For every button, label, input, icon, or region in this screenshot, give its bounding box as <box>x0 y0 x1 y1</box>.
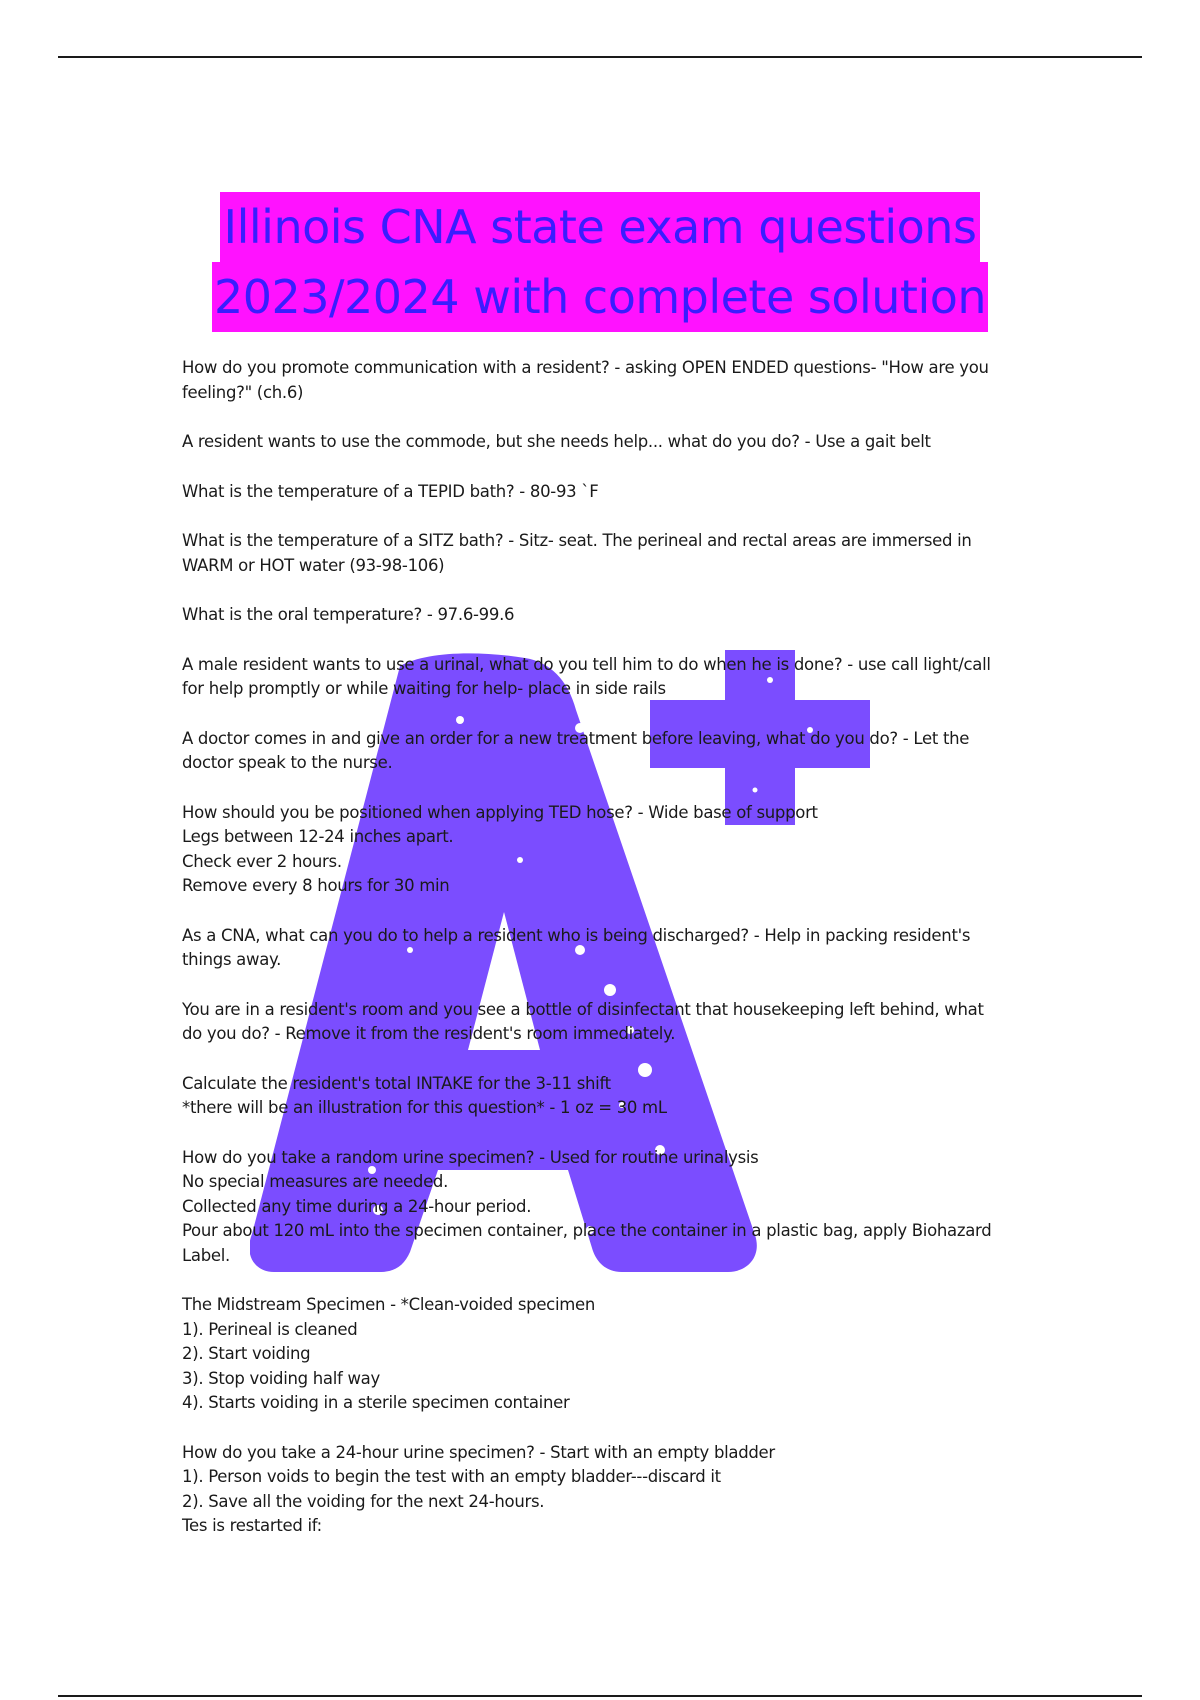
qa-content <box>182 356 1022 1564</box>
text-line: 1). Perineal is cleaned <box>182 1319 358 1339</box>
qa-item-commode <box>182 430 1022 455</box>
text-line: Label. <box>182 1245 230 1265</box>
text-line: doctor speak to the nurse. <box>182 753 393 772</box>
text-line: No special measures are needed. <box>182 1172 449 1191</box>
text-line: How do you take a 24-hour urine specimen? - Start with an empty bladder <box>182 1442 775 1462</box>
qa-item-midstream <box>182 1293 1022 1416</box>
text-line: 4). Starts voiding in a sterile specimen container <box>182 1393 570 1412</box>
qa-item-random-urine <box>182 1146 1022 1269</box>
document-title <box>0 192 1200 332</box>
text-line: Calculate the resident's total INTAKE for the 3-11 shift <box>182 1073 611 1093</box>
text-line: How do you promote communication with a resident? - asking OPEN ENDED questions- "How are you <box>182 358 989 377</box>
text-line: 2). Start voiding <box>182 1344 311 1363</box>
text-line: What is the oral temperature? - 97.6-99.6 <box>182 605 515 624</box>
qa-item-discharge <box>182 924 1022 973</box>
qa-item-tepid-bath <box>182 480 1022 505</box>
text-line: You are in a resident's room and you see a bottle of disinfectant that housekeeping left behind, what <box>182 999 984 1019</box>
text-line: How do you take a random urine specimen? - Used for routine urinalysis <box>182 1147 759 1167</box>
text-line: A male resident wants to use a urinal, what do you tell him to do when he is done? - use call light/call <box>182 654 991 674</box>
text-line: Tes is restarted if: <box>182 1516 322 1535</box>
text-line: 3). Stop voiding half way <box>182 1368 380 1388</box>
text-line: for help promptly or while waiting for help- place in side rails <box>182 679 666 698</box>
text-line: What is the temperature of a TEPID bath? - 80-93 `F <box>182 481 599 501</box>
qa-item-sitz-bath <box>182 529 1022 578</box>
qa-item-oral-temperature <box>182 603 1022 628</box>
text-line: *there will be an illustration for this question* - 1 oz = 30 mL <box>182 1098 667 1117</box>
text-line: As a CNA, what can you do to help a resident who is being discharged? - Help in packing resident's <box>182 925 971 945</box>
qa-item-disinfectant <box>182 998 1022 1047</box>
text-line: How should you be positioned when applying TED hose? - Wide base of support <box>182 802 818 822</box>
qa-item-communication <box>182 356 1022 405</box>
top-rule <box>58 56 1142 58</box>
text-line: things away. <box>182 950 282 969</box>
bottom-rule <box>58 1695 1142 1697</box>
qa-item-ted-hose <box>182 801 1022 899</box>
text-line: Collected any time during a 24-hour period. <box>182 1196 532 1216</box>
text-line: Legs between 12-24 inches apart. <box>182 827 454 846</box>
title-line-1: Illinois CNA state exam questions <box>220 192 981 262</box>
title-line-2: 2023/2024 with complete solution <box>212 262 988 332</box>
text-line: Pour about 120 mL into the specimen container, place the container in a plastic bag, apply Biohazard <box>182 1221 992 1240</box>
qa-item-doctor-order <box>182 727 1022 776</box>
text-line: do you do? - Remove it from the resident's room immediately. <box>182 1024 676 1043</box>
qa-item-urinal <box>182 653 1022 702</box>
text-line: 1). Person voids to begin the test with an empty bladder---discard it <box>182 1467 721 1486</box>
text-line: Remove every 8 hours for 30 min <box>182 876 450 895</box>
text-line: feeling?" (ch.6) <box>182 382 304 402</box>
text-line: Check ever 2 hours. <box>182 851 342 871</box>
qa-item-24-hour-urine <box>182 1441 1022 1539</box>
text-line: What is the temperature of a SITZ bath? - Sitz- seat. The perineal and rectal areas are immersed in <box>182 531 972 550</box>
text-line: A doctor comes in and give an order for a new treatment before leaving, what do you do? - Let the <box>182 728 970 748</box>
text-line: 2). Save all the voiding for the next 24-hours. <box>182 1491 545 1511</box>
text-line: A resident wants to use the commode, but she needs help... what do you do? - Use a gait belt <box>182 432 931 451</box>
qa-item-intake <box>182 1072 1022 1121</box>
text-line: WARM or HOT water (93-98-106) <box>182 555 445 575</box>
text-line: The Midstream Specimen - *Clean-voided specimen <box>182 1295 596 1314</box>
